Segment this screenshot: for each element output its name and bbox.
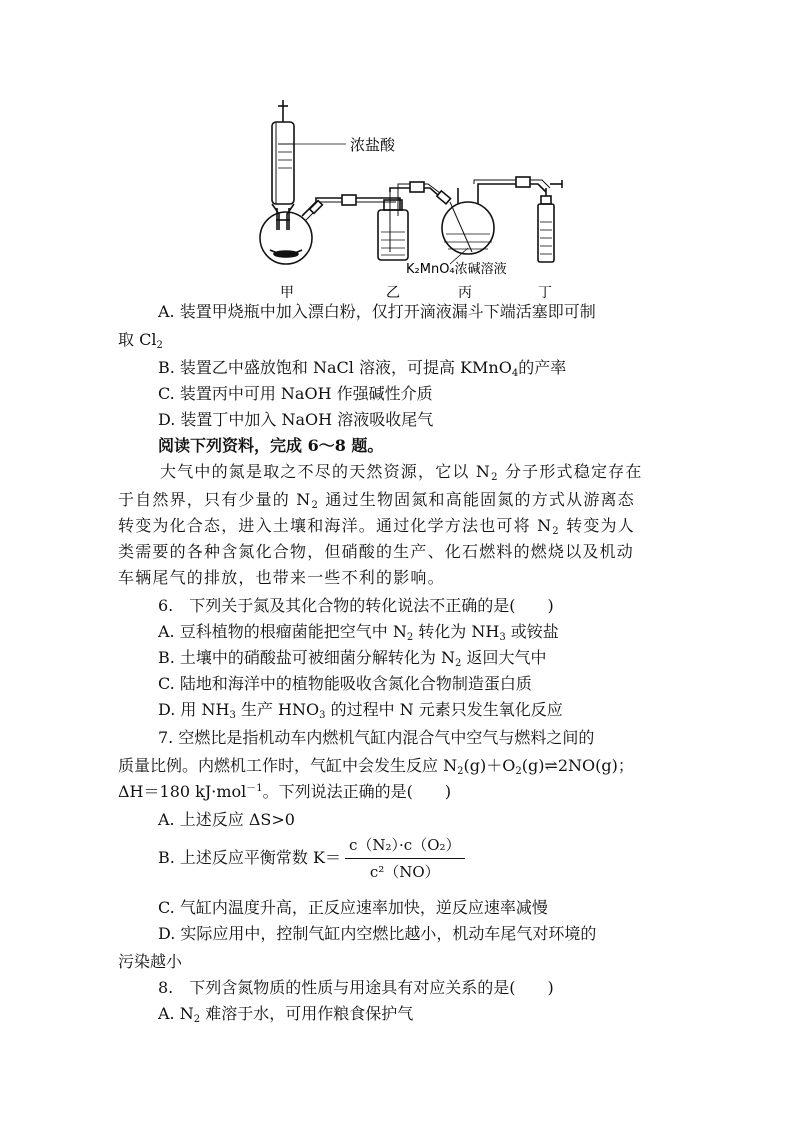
fraction-numerator: c（N₂）·c（O₂）	[345, 835, 465, 859]
q7-option-c: C. 气缸内温度升高，正反应速率加快，逆反应速率减慢	[158, 898, 548, 917]
passage-line-1: 大气中的氮是取之不尽的天然资源，它以 $N_2$ 分子形式稳定存在	[160, 462, 643, 483]
station-label-ding: 丁	[538, 285, 552, 301]
q8-stem: 8. 下列含氮物质的性质与用途具有对应关系的是( )	[158, 978, 554, 997]
q7-option-a: A. 上述反应 ΔS>0	[158, 810, 295, 829]
q6-option-a: A. 豆科植物的根瘤菌能把空气中 $N_2$ 转化为 $NH_3$ 或铵盐	[158, 622, 559, 643]
equilibrium-fraction	[345, 835, 465, 882]
q7-option-d-line2: 污染越小	[118, 952, 183, 971]
q7-stem-line1: 7. 空燃比是指机动车内燃机气缸内混合气中空气与燃料之间的	[158, 728, 595, 747]
q5-option-b: B. 装置乙中盛放饱和 NaCl 溶液，可提高 KMnO$_4$的产率	[158, 358, 567, 379]
q8-option-a: A. $N_2$ 难溶于水，可用作粮食保护气	[158, 1004, 414, 1025]
bottle-label: K₂MnO₄浓碱溶液	[406, 262, 507, 277]
q7-option-d-line1: D. 实际应用中，控制气缸内空燃比越小，机动车尾气对环境的	[158, 924, 597, 943]
flask-jia	[260, 208, 312, 264]
station-label-yi: 乙	[386, 285, 400, 301]
q5-option-a-line2: 取 $Cl_2$	[118, 330, 163, 351]
q7-stem-line2: 质量比例。内燃机工作时，气缸中会发生反应 $N_2(g)+O_2(g)\rightleftharpoons 2NO(g)$；	[118, 756, 634, 777]
apparatus-figure	[250, 92, 590, 302]
q5-option-c: C. 装置丙中可用 NaOH 作强碱性介质	[158, 384, 433, 403]
absorber-ding	[538, 180, 562, 262]
funnel-label: 浓盐酸	[350, 136, 396, 154]
q6-stem: 6. 下列关于氮及其化合物的转化说法不正确的是( )	[158, 596, 554, 615]
q6-option-d: D. 用 $NH_3$ 生产 $HNO_3$ 的过程中 N 元素只发生氧化反应	[158, 700, 563, 721]
station-label-jia: 甲	[280, 285, 294, 301]
passage-line-4: 类需要的各种含氮化合物，但硝酸的生产、化石燃料的燃烧以及机动	[118, 542, 635, 561]
passage-line-2: 于自然界，只有少量的 $N_2$ 通过生物固氮和高能固氮的方式从游离态	[118, 490, 635, 511]
q6-option-c: C. 陆地和海洋中的植物能吸收含氮化合物制造蛋白质	[158, 674, 532, 693]
q6-option-b: B. 土壤中的硝酸盐可被细菌分解转化为 $N_2$ 返回大气中	[158, 648, 547, 669]
dropping-funnel	[272, 100, 346, 230]
passage-line-5: 车辆尾气的排放，也带来一些不利的影响。	[118, 568, 445, 587]
q7-stem-line3: ΔH＝180 kJ·mol$^{-1}$。下列说法正确的是( )	[118, 782, 452, 801]
q7-option-b: B. 上述反应平衡常数 K＝ $\frac{\text{c（N₂）·c（O₂）}}{\text{c²（NO）}}$	[158, 834, 465, 882]
reading-intro: 阅读下列资料，完成 6～8 题。	[158, 436, 384, 455]
q5-option-d: D. 装置丁中加入 NaOH 溶液吸收尾气	[158, 410, 434, 429]
q5-option-a-line1: A. 装置甲烧瓶中加入漂白粉，仅打开滴液漏斗下端活塞即可制	[158, 302, 596, 321]
fraction-denominator: c²（NO）	[369, 863, 440, 881]
station-label-bing: 丙	[458, 285, 472, 301]
passage-line-3: 转变为化合态，进入土壤和海洋。通过化学方法也可将 $N_2$ 转变为人	[118, 516, 635, 537]
